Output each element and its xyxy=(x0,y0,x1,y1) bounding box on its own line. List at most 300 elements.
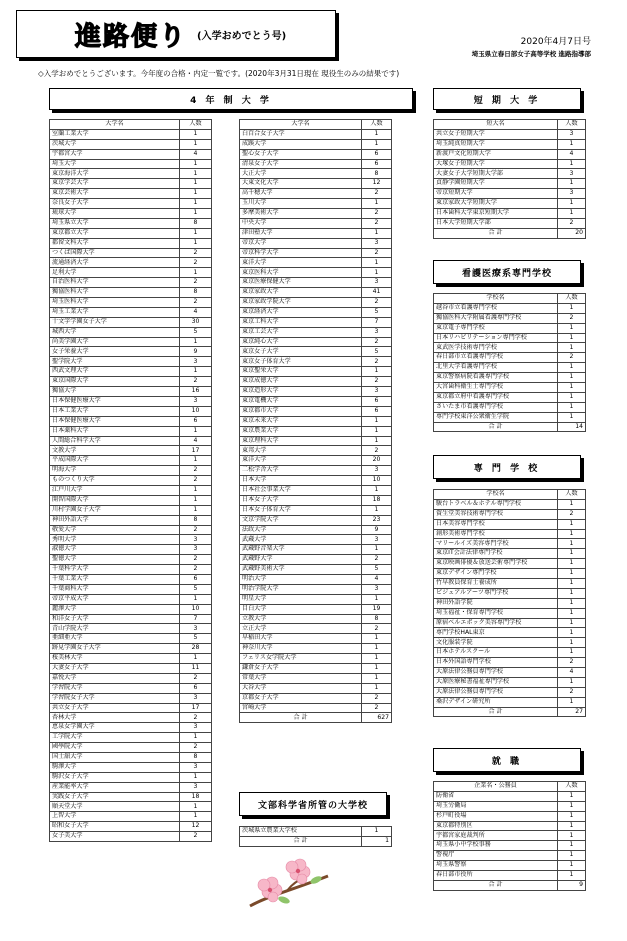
row-count: 1 xyxy=(362,268,392,278)
table-header-row xyxy=(240,120,392,130)
row-name: つくば国際大学 xyxy=(50,248,180,258)
table-row xyxy=(434,499,586,509)
row-count: 3 xyxy=(180,624,212,634)
row-name: 東京医科大学 xyxy=(240,268,362,278)
table-row xyxy=(240,387,392,397)
table-row xyxy=(434,402,586,412)
table-row xyxy=(434,579,586,589)
row-name: 日本女子大学 xyxy=(240,495,362,505)
row-count: 20 xyxy=(362,456,392,466)
table-row xyxy=(50,218,212,228)
row-count: 2 xyxy=(362,337,392,347)
col-header-count: 人数 xyxy=(558,490,586,500)
row-name: 埼玉福祉・保育専門学校 xyxy=(434,608,558,618)
row-name: 獨協医科大学 xyxy=(50,288,180,298)
row-count: 1 xyxy=(558,831,586,841)
table-row xyxy=(50,268,212,278)
table-row xyxy=(240,525,392,535)
row-name: 江戸川大学 xyxy=(50,485,180,495)
row-count: 1 xyxy=(180,129,212,139)
row-name: 共立女子短期大学 xyxy=(434,129,558,139)
table-row xyxy=(434,189,586,199)
row-count: 2 xyxy=(362,624,392,634)
table-row xyxy=(240,654,392,664)
row-name: 東京女子体育大学 xyxy=(240,357,362,367)
table-row xyxy=(50,644,212,654)
flower-center xyxy=(268,888,272,892)
employment-table xyxy=(433,781,586,891)
row-name: 東京経済大学 xyxy=(240,307,362,317)
row-count: 1 xyxy=(558,199,586,209)
row-name: 大正大学 xyxy=(240,169,362,179)
row-name: 女子美大学 xyxy=(50,832,180,842)
row-name: 青山学院大学 xyxy=(50,624,180,634)
table-row xyxy=(434,598,586,608)
table-header-row xyxy=(434,490,586,500)
row-count: 2 xyxy=(180,278,212,288)
row-name: 防衛省 xyxy=(434,791,558,801)
vocational-table xyxy=(433,489,586,717)
row-count: 1 xyxy=(558,608,586,618)
row-name: 埼玉労働局 xyxy=(434,801,558,811)
row-count: 17 xyxy=(180,446,212,456)
table-row xyxy=(50,298,212,308)
row-name: 大原法律公務員専門学校 xyxy=(434,687,558,697)
row-name: 東京造形大学 xyxy=(240,387,362,397)
row-count: 1 xyxy=(558,549,586,559)
row-count: 3 xyxy=(558,129,586,139)
table-row xyxy=(434,638,586,648)
row-count: 2 xyxy=(180,565,212,575)
table-row xyxy=(240,129,392,139)
table-row xyxy=(50,189,212,199)
table-row xyxy=(50,832,212,842)
title-box xyxy=(16,10,336,58)
table-row xyxy=(434,383,586,393)
row-count: 3 xyxy=(362,238,392,248)
row-name: 武蔵野音楽大学 xyxy=(240,545,362,555)
row-count: 1 xyxy=(558,841,586,851)
table-row xyxy=(50,594,212,604)
row-name: 東洋大学 xyxy=(240,258,362,268)
table-row xyxy=(434,549,586,559)
row-count: 7 xyxy=(180,614,212,624)
row-count: 1 xyxy=(180,159,212,169)
row-count: 2 xyxy=(362,703,392,713)
table-row xyxy=(50,713,212,723)
row-name: 大原法律公務員専門学校 xyxy=(434,668,558,678)
table-row xyxy=(50,228,212,238)
junior-table xyxy=(433,119,586,239)
row-count: 1 xyxy=(180,238,212,248)
table-header-row xyxy=(434,120,586,130)
row-name: 麗澤大学 xyxy=(50,604,180,614)
total-row xyxy=(434,880,586,890)
row-name: 東京聖栄大学 xyxy=(240,367,362,377)
table-row xyxy=(50,377,212,387)
row-count: 6 xyxy=(180,416,212,426)
univ4-table-right xyxy=(239,119,392,723)
row-count: 5 xyxy=(362,565,392,575)
row-name: 十文字学園女子大学 xyxy=(50,317,180,327)
row-count: 2 xyxy=(180,377,212,387)
table-row xyxy=(240,456,392,466)
row-name: 東京理科大学 xyxy=(240,436,362,446)
table-row xyxy=(50,446,212,456)
row-count: 6 xyxy=(180,574,212,584)
table-row xyxy=(50,416,212,426)
row-name: 千葉商科大学 xyxy=(50,584,180,594)
row-name: ものつくり大学 xyxy=(50,476,180,486)
row-count: 1 xyxy=(180,169,212,179)
table-row xyxy=(50,743,212,753)
row-name: 白百合女子大学 xyxy=(240,129,362,139)
row-count: 2 xyxy=(362,248,392,258)
row-name: 東京家政学院大学 xyxy=(240,298,362,308)
row-count: 19 xyxy=(362,604,392,614)
table-row xyxy=(50,278,212,288)
row-count: 41 xyxy=(362,288,392,298)
row-name: 聖学院大学 xyxy=(50,357,180,367)
row-name: 貞静学園短期大学 xyxy=(434,179,558,189)
row-count: 1 xyxy=(558,569,586,579)
table-row xyxy=(50,495,212,505)
row-count: 1 xyxy=(558,499,586,509)
row-count: 1 xyxy=(180,505,212,515)
row-count: 2 xyxy=(558,353,586,363)
row-count: 1 xyxy=(558,139,586,149)
table-row xyxy=(240,446,392,456)
row-count: 1 xyxy=(558,323,586,333)
table-row xyxy=(434,343,586,353)
col-header-count: 人数 xyxy=(558,294,586,304)
row-count: 8 xyxy=(180,753,212,763)
row-count: 1 xyxy=(558,159,586,169)
table-row xyxy=(240,406,392,416)
row-name: 東京家政大学 xyxy=(240,288,362,298)
table-row xyxy=(50,683,212,693)
table-row xyxy=(434,313,586,323)
row-name: 神奈川大学 xyxy=(240,644,362,654)
row-name: 日本薬科大学 xyxy=(50,426,180,436)
row-count: 5 xyxy=(180,584,212,594)
row-name: 川村学園女子大学 xyxy=(50,505,180,515)
table-row xyxy=(240,149,392,159)
row-count: 1 xyxy=(558,373,586,383)
row-count: 16 xyxy=(180,387,212,397)
row-name: 茨城大学 xyxy=(50,139,180,149)
row-count: 2 xyxy=(362,693,392,703)
table-row xyxy=(434,588,586,598)
table-row xyxy=(240,317,392,327)
table-row xyxy=(240,693,392,703)
table-row xyxy=(240,357,392,367)
row-count: 10 xyxy=(180,406,212,416)
row-count: 1 xyxy=(558,519,586,529)
row-name: フェリス女学院大学 xyxy=(240,654,362,664)
table-row xyxy=(240,545,392,555)
table-row xyxy=(434,871,586,881)
table-row xyxy=(50,663,212,673)
table-row xyxy=(434,628,586,638)
row-count: 8 xyxy=(362,169,392,179)
table-row xyxy=(434,658,586,668)
table-row xyxy=(50,634,212,644)
cherry-blossom-illustration xyxy=(246,850,332,920)
school-name: 埼玉県立春日部女子高等学校 進路指導部 xyxy=(471,50,591,58)
row-name: 東京電機大学 xyxy=(240,396,362,406)
row-name: 神田外語大学 xyxy=(50,515,180,525)
row-count: 4 xyxy=(362,574,392,584)
row-count: 6 xyxy=(180,683,212,693)
row-count: 3 xyxy=(180,762,212,772)
row-name: 東京都市大学 xyxy=(240,406,362,416)
total-label: 合 計 xyxy=(240,713,362,723)
table-row xyxy=(50,327,212,337)
table-row xyxy=(240,594,392,604)
table-row xyxy=(240,584,392,594)
total-count: 27 xyxy=(558,707,586,717)
row-count: 1 xyxy=(558,559,586,569)
table-row xyxy=(50,466,212,476)
table-row xyxy=(240,337,392,347)
table-row xyxy=(50,248,212,258)
table-header-row xyxy=(434,782,586,792)
table-row xyxy=(434,677,586,687)
row-name: 京都女子大学 xyxy=(240,693,362,703)
row-name: 埼玉県小中学校事務 xyxy=(434,841,558,851)
table-row xyxy=(240,515,392,525)
row-name: 室蘭工業大学 xyxy=(50,129,180,139)
table-row xyxy=(434,539,586,549)
row-count: 1 xyxy=(180,209,212,219)
row-name: 都留文科大学 xyxy=(50,238,180,248)
row-name: 駒澤大学 xyxy=(50,762,180,772)
col-header-count: 人数 xyxy=(362,120,392,130)
table-row xyxy=(240,327,392,337)
table-row xyxy=(50,812,212,822)
row-count: 1 xyxy=(180,772,212,782)
row-count: 11 xyxy=(180,663,212,673)
row-name: 大宮歯科衛生士専門学校 xyxy=(434,383,558,393)
table-row xyxy=(50,426,212,436)
row-name: 埼玉県警察 xyxy=(434,861,558,871)
row-count: 3 xyxy=(362,466,392,476)
row-count: 1 xyxy=(362,545,392,555)
total-count: 627 xyxy=(362,713,392,723)
table-row xyxy=(240,663,392,673)
table-row xyxy=(434,529,586,539)
table-row xyxy=(50,525,212,535)
table-row xyxy=(50,555,212,565)
row-name: 日本外国語専門学校 xyxy=(434,658,558,668)
row-count: 4 xyxy=(180,307,212,317)
row-name: 埼玉工業大学 xyxy=(50,307,180,317)
row-count: 2 xyxy=(180,258,212,268)
table-row xyxy=(50,139,212,149)
table-row xyxy=(50,485,212,495)
table-row xyxy=(50,574,212,584)
row-name: さいたま市看護専門学校 xyxy=(434,402,558,412)
table-row xyxy=(50,753,212,763)
table-row xyxy=(50,387,212,397)
table-row xyxy=(240,634,392,644)
row-name: 日本女子体育大学 xyxy=(240,505,362,515)
row-count: 30 xyxy=(180,317,212,327)
row-count: 3 xyxy=(362,327,392,337)
table-row xyxy=(50,406,212,416)
table-row xyxy=(50,199,212,209)
row-count: 23 xyxy=(362,515,392,525)
row-name: 東京都立大学 xyxy=(50,228,180,238)
row-count: 1 xyxy=(558,402,586,412)
row-count: 1 xyxy=(558,648,586,658)
table-row xyxy=(434,831,586,841)
col-header-count: 人数 xyxy=(558,120,586,130)
col-header-name: 大学名 xyxy=(50,120,180,130)
row-count: 1 xyxy=(180,268,212,278)
row-name: 東京都立府中看護専門学校 xyxy=(434,392,558,402)
row-count: 1 xyxy=(362,139,392,149)
table-row xyxy=(240,248,392,258)
col-header-name: 学校名 xyxy=(434,294,558,304)
row-count: 8 xyxy=(180,515,212,525)
table-row xyxy=(50,535,212,545)
table-row xyxy=(434,821,586,831)
row-count: 1 xyxy=(558,383,586,393)
table-row xyxy=(240,258,392,268)
table-row xyxy=(240,436,392,446)
table-row xyxy=(434,687,586,697)
table-header-row xyxy=(434,294,586,304)
row-name: 東京工芸大学 xyxy=(240,327,362,337)
row-count: 3 xyxy=(362,278,392,288)
row-count: 12 xyxy=(362,179,392,189)
vocational-heading: 専 門 学 校 xyxy=(433,455,581,479)
table-row xyxy=(434,179,586,189)
row-name: 高千穂大学 xyxy=(240,189,362,199)
row-count: 2 xyxy=(180,525,212,535)
junior-heading: 短 期 大 学 xyxy=(433,88,581,110)
table-row xyxy=(240,396,392,406)
row-name: 神田外語学院 xyxy=(434,598,558,608)
row-name: 敬愛大学 xyxy=(50,525,180,535)
row-name: 明海大学 xyxy=(50,466,180,476)
row-count: 1 xyxy=(558,539,586,549)
row-count: 1 xyxy=(558,638,586,648)
row-count: 1 xyxy=(180,594,212,604)
row-count: 1 xyxy=(558,598,586,608)
table-row xyxy=(434,363,586,373)
table-row xyxy=(240,416,392,426)
row-count: 1 xyxy=(362,644,392,654)
row-name: 尚美学園大学 xyxy=(50,337,180,347)
row-count: 2 xyxy=(362,446,392,456)
row-name: 工学院大学 xyxy=(50,733,180,743)
row-name: 帝京科学大学 xyxy=(240,248,362,258)
table-row xyxy=(50,733,212,743)
table-row xyxy=(240,169,392,179)
row-count: 6 xyxy=(362,149,392,159)
row-count: 1 xyxy=(362,594,392,604)
row-count: 17 xyxy=(180,703,212,713)
row-count: 1 xyxy=(558,628,586,638)
row-count: 1 xyxy=(362,436,392,446)
page-title: 進路便り xyxy=(75,21,188,52)
table-row xyxy=(50,357,212,367)
table-row xyxy=(50,209,212,219)
row-name: 明治学院大学 xyxy=(240,584,362,594)
table-row xyxy=(240,218,392,228)
table-row xyxy=(434,218,586,228)
table-row xyxy=(434,199,586,209)
row-count: 4 xyxy=(180,436,212,446)
row-name: 竹早教員保育士養成所 xyxy=(434,579,558,589)
table-row xyxy=(240,209,392,219)
table-row xyxy=(50,723,212,733)
row-count: 1 xyxy=(558,179,586,189)
row-name: 駿台トラベル＆ホテル専門学校 xyxy=(434,499,558,509)
table-row xyxy=(434,519,586,529)
total-row xyxy=(434,707,586,717)
row-count: 6 xyxy=(362,159,392,169)
table-row xyxy=(240,179,392,189)
row-count: 5 xyxy=(362,347,392,357)
table-row xyxy=(240,298,392,308)
table-row xyxy=(434,169,586,179)
row-name: 武蔵野大学 xyxy=(240,555,362,565)
table-row xyxy=(434,159,586,169)
row-count: 1 xyxy=(558,861,586,871)
row-count: 1 xyxy=(180,367,212,377)
row-name: 明治大学 xyxy=(240,574,362,584)
row-name: 産業能率大学 xyxy=(50,782,180,792)
row-count: 1 xyxy=(362,258,392,268)
row-name: 大谷大学 xyxy=(240,683,362,693)
row-count: 1 xyxy=(558,529,586,539)
row-name: 人間総合科学大学 xyxy=(50,436,180,446)
row-name: 淑徳大学 xyxy=(50,545,180,555)
table-row xyxy=(240,555,392,565)
row-name: 宮崎大学 xyxy=(240,703,362,713)
row-name: 学習院大学 xyxy=(50,683,180,693)
row-name: 西武文理大学 xyxy=(50,367,180,377)
row-name: 春日部市立看護専門学校 xyxy=(434,353,558,363)
row-name: 学習院女子大学 xyxy=(50,693,180,703)
table-row xyxy=(240,574,392,584)
row-count: 2 xyxy=(558,218,586,228)
mext-heading: 文部科学省所管の大学校 xyxy=(239,792,387,816)
table-row xyxy=(434,412,586,422)
row-name: 創形美術専門学校 xyxy=(434,529,558,539)
row-name: 警視庁 xyxy=(434,851,558,861)
row-count: 9 xyxy=(362,525,392,535)
row-count: 3 xyxy=(558,189,586,199)
row-count: 1 xyxy=(362,827,392,837)
table-row xyxy=(434,618,586,628)
row-name: 城西大学 xyxy=(50,327,180,337)
total-label: 合 計 xyxy=(434,880,558,890)
table-row xyxy=(240,278,392,288)
table-row xyxy=(50,436,212,446)
row-name: 春日部市役所 xyxy=(434,871,558,881)
row-count: 1 xyxy=(558,579,586,589)
table-row xyxy=(434,569,586,579)
row-name: 東京デザイン専門学校 xyxy=(434,569,558,579)
row-count: 1 xyxy=(180,456,212,466)
row-name: 日本保健医療大学 xyxy=(50,416,180,426)
table-row xyxy=(240,268,392,278)
